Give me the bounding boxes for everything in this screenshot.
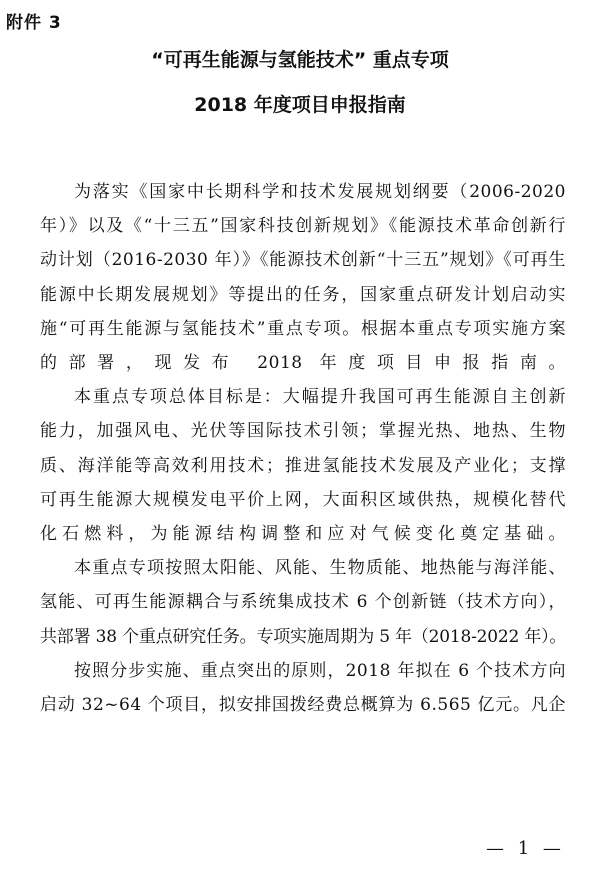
document-title-line-2: 2018 年度项目申报指南 [194, 94, 406, 116]
text-line: 质、海洋能等高效利用技术；推进氢能技术发展及产业化；支撑 [40, 455, 566, 476]
text-line: 本重点专项按照太阳能、风能、生物质能、地热能与海洋能、 [74, 558, 566, 579]
text-line: 化石燃料，为能源结构调整和应对气候变化奠定基础。 [40, 524, 566, 545]
text-line: 按照分步实施、重点突出的原则，2018 年拟在 6 个技术方向 [74, 660, 566, 681]
text-line: 为落实《国家中长期科学和技术发展规划纲要（2006-2020 [74, 182, 566, 202]
paragraph [6, 380, 566, 551]
document-title-line-1: “可再生能源与氢能技术” 重点专项 [151, 49, 449, 71]
document-body [6, 175, 566, 722]
text-line: 氢能、可再生能源耦合与系统集成技术 6 个创新链（技术方向）， [40, 592, 566, 613]
text-line: 的部署，现发布 2018 年度项目申报指南。 [40, 353, 566, 374]
text-line: 共部署 38 个重点研究任务。专项实施周期为 5 年（2018-2022 年）。 [40, 626, 567, 647]
paragraph [6, 175, 566, 380]
text-line: 施“可再生能源与氢能技术”重点专项。根据本重点专项实施方案 [40, 318, 566, 339]
paragraph [6, 551, 566, 654]
page-number: — 1 — [486, 838, 565, 859]
text-line: 启动 32~64 个项目，拟安排国拨经费总概算为 6.565 亿元。凡企 [40, 695, 566, 716]
text-line: 可再生能源大规模发电平价上网，大面积区域供热，规模化替代 [40, 489, 566, 510]
attachment-label: 附件 3 [6, 13, 62, 33]
text-line: 能力，加强风电、光伏等国际技术引领；掌握光热、地热、生物 [40, 421, 566, 442]
text-line: 动计划（2016-2030 年）》《能源技术创新“十三五”规划》《可再生 [40, 250, 566, 271]
text-line: 年）》以及《“十三五”国家科技创新规划》《能源技术革命创新行 [40, 216, 566, 237]
text-line: 本重点专项总体目标是：大幅提升我国可再生能源自主创新 [74, 387, 566, 408]
paragraph [6, 654, 566, 722]
text-line: 能源中长期发展规划》等提出的任务，国家重点研发计划启动实 [40, 284, 566, 305]
